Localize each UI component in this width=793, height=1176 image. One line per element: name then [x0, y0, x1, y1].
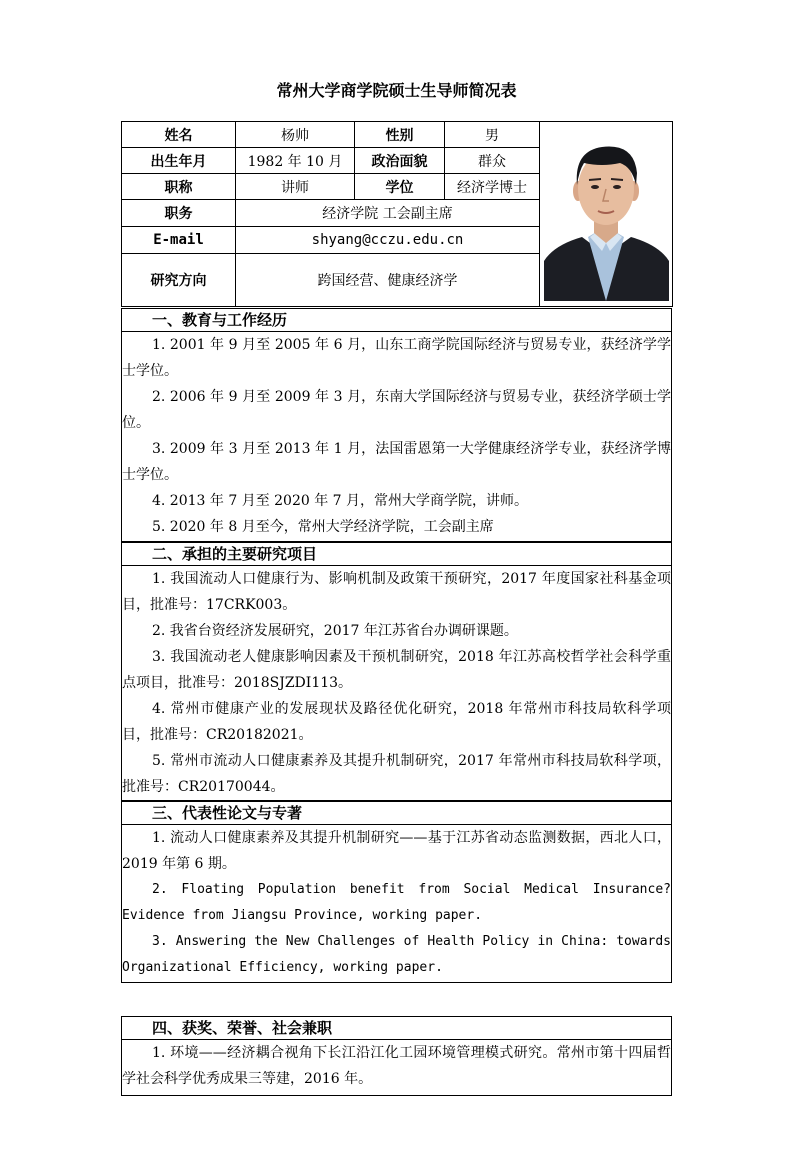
- email-label: E-mail: [122, 227, 236, 254]
- section-heading: 三、代表性论文与专著: [122, 802, 671, 825]
- list-item: 2. 我省台资经济发展研究，2017 年江苏省台办调研课题。: [152, 623, 518, 639]
- birth-value: 1982 年 10 月: [236, 148, 355, 174]
- degree-label: 学位: [355, 174, 445, 200]
- position-value: 经济学院 工会副主席: [236, 200, 540, 227]
- title-value: 讲师: [236, 174, 355, 200]
- title-label: 职称: [122, 174, 236, 200]
- list-item: 3. 我国流动老人健康影响因素及干预机制研究，2018 年江苏高校哲学社会科学重点项目，批准号：2018SJZDI113。: [122, 649, 671, 691]
- section-heading: 一、教育与工作经历: [122, 309, 671, 332]
- list-item: 2. 2006 年 9 月至 2009 年 3 月，东南大学国际经济与贸易专业，获经济学硕士学位。: [122, 389, 671, 431]
- avatar: [544, 133, 669, 301]
- page-title: 常州大学商学院硕士生导师简况表: [276, 81, 517, 100]
- research-value: 跨国经营、健康经济学: [236, 254, 540, 307]
- research-label: 研究方向: [122, 254, 236, 307]
- section-heading: 二、承担的主要研究项目: [122, 543, 671, 566]
- section-education: [121, 308, 672, 542]
- list-item: 3. 2009 年 3 月至 2013 年 1 月，法国雷恩第一大学健康经济学专业，获经济学博士学位。: [122, 441, 671, 483]
- list-item: 1. 流动人口健康素养及其提升机制研究——基于江苏省动态监测数据，西北人口，2019 年第 6 期。: [122, 830, 671, 872]
- list-item: 3. Answering the New Challenges of Health Policy in China: towards Organizational Efficiency, working paper.: [122, 934, 671, 975]
- email-value: shyang@cczu.edu.cn: [236, 227, 540, 254]
- list-item: 2. Floating Population benefit from Social Medical Insurance? Evidence from Jiangsu Province, working paper.: [122, 882, 671, 923]
- photo-cell: [540, 122, 673, 307]
- political-label: 政治面貌: [355, 148, 445, 174]
- list-item: 5. 2020 年 8 月至今，常州大学经济学院，工会副主席: [152, 519, 494, 535]
- list-item: 1. 2001 年 9 月至 2005 年 6 月，山东工商学院国际经济与贸易专业，获经济学学士学位。: [122, 337, 671, 379]
- section-projects: [121, 542, 672, 801]
- list-item: 1. 环境——经济耦合视角下长江沿江化工园环境管理模式研究。常州市第十四届哲学社会科学优秀成果三等建，2016 年。: [122, 1045, 671, 1087]
- section-publications: [121, 801, 672, 983]
- degree-value: 经济学博士: [445, 174, 540, 200]
- gender-value: 男: [445, 122, 540, 148]
- political-value: 群众: [445, 148, 540, 174]
- section-heading: 四、获奖、荣誉、社会兼职: [122, 1017, 671, 1040]
- birth-label: 出生年月: [122, 148, 236, 174]
- name-label: 姓名: [122, 122, 236, 148]
- list-item: 4. 2013 年 7 月至 2020 年 7 月，常州大学商学院，讲师。: [152, 493, 529, 509]
- list-item: 4. 常州市健康产业的发展现状及路径优化研究，2018 年常州市科技局软科学项目，批准号：CR20182021。: [122, 701, 671, 743]
- profile-table: [121, 121, 673, 307]
- gender-label: 性别: [355, 122, 445, 148]
- list-item: 1. 我国流动人口健康行为、影响机制及政策干预研究，2017 年度国家社科基金项目，批准号：17CRK003。: [122, 571, 671, 613]
- name-value: 杨帅: [236, 122, 355, 148]
- position-label: 职务: [122, 200, 236, 227]
- section-awards: [121, 1016, 672, 1096]
- list-item: 5. 常州市流动人口健康素养及其提升机制研究，2017 年常州市科技局软科学项，批准号：CR20170044。: [122, 753, 671, 795]
